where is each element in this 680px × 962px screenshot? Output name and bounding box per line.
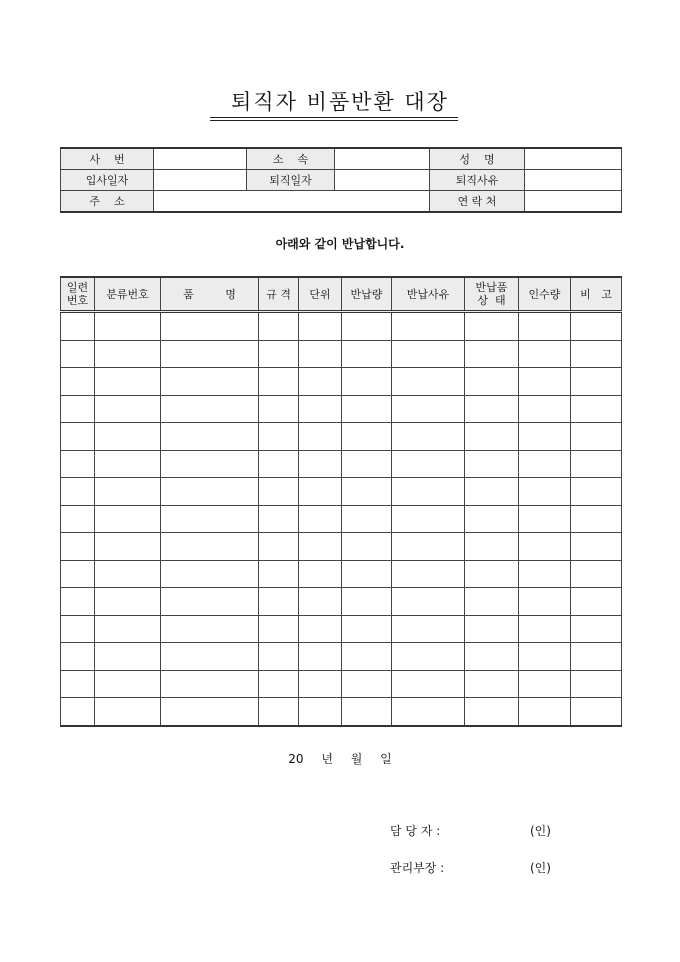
table-cell[interactable]	[465, 478, 519, 506]
table-cell[interactable]	[519, 615, 571, 643]
table-cell[interactable]	[61, 395, 95, 423]
table-cell[interactable]	[299, 368, 342, 396]
department-field[interactable]	[335, 148, 430, 170]
table-cell[interactable]	[571, 340, 622, 368]
table-cell[interactable]	[299, 312, 342, 341]
table-cell[interactable]	[95, 368, 161, 396]
table-cell[interactable]	[259, 533, 299, 561]
table-cell[interactable]	[61, 340, 95, 368]
table-cell[interactable]	[299, 615, 342, 643]
table-cell[interactable]	[161, 423, 259, 451]
table-cell[interactable]	[571, 588, 622, 616]
table-cell[interactable]	[95, 588, 161, 616]
table-row	[61, 670, 622, 698]
table-cell[interactable]	[61, 505, 95, 533]
table-cell[interactable]	[342, 450, 392, 478]
table-cell[interactable]	[299, 670, 342, 698]
table-cell[interactable]	[519, 643, 571, 671]
table-cell[interactable]	[95, 505, 161, 533]
table-cell[interactable]	[392, 395, 465, 423]
table-cell[interactable]	[465, 368, 519, 396]
table-cell[interactable]	[519, 395, 571, 423]
table-cell[interactable]	[342, 533, 392, 561]
table-cell[interactable]	[465, 615, 519, 643]
table-cell[interactable]	[465, 505, 519, 533]
table-cell[interactable]	[519, 478, 571, 506]
table-cell[interactable]	[259, 698, 299, 726]
table-cell[interactable]	[95, 450, 161, 478]
table-cell[interactable]	[61, 670, 95, 698]
table-cell[interactable]	[259, 588, 299, 616]
table-cell[interactable]	[95, 312, 161, 341]
col-spec: 규 격	[259, 277, 299, 312]
table-cell[interactable]	[61, 450, 95, 478]
table-row	[61, 340, 622, 368]
table-cell[interactable]	[465, 423, 519, 451]
table-cell[interactable]	[519, 560, 571, 588]
table-row	[61, 615, 622, 643]
table-cell[interactable]	[392, 505, 465, 533]
table-row	[61, 478, 622, 506]
seal-mark: (인)	[530, 861, 551, 875]
table-cell[interactable]	[259, 395, 299, 423]
table-cell[interactable]	[61, 478, 95, 506]
table-cell[interactable]	[299, 560, 342, 588]
table-cell[interactable]	[259, 643, 299, 671]
table-cell[interactable]	[95, 395, 161, 423]
table-cell[interactable]	[571, 698, 622, 726]
seal-mark: (인)	[530, 824, 551, 838]
table-row	[61, 505, 622, 533]
table-cell[interactable]	[259, 560, 299, 588]
title-underline	[210, 117, 458, 118]
table-cell[interactable]	[342, 643, 392, 671]
employee-number-field[interactable]	[154, 148, 247, 170]
table-cell[interactable]	[342, 670, 392, 698]
table-cell[interactable]	[519, 368, 571, 396]
table-cell[interactable]	[342, 312, 392, 341]
title-underline-2	[210, 120, 458, 121]
table-cell[interactable]	[392, 312, 465, 341]
table-row	[61, 312, 622, 341]
table-cell[interactable]	[519, 505, 571, 533]
table-cell[interactable]	[299, 450, 342, 478]
table-cell[interactable]	[95, 533, 161, 561]
table-cell[interactable]	[392, 670, 465, 698]
table-cell[interactable]	[571, 533, 622, 561]
return-items-table	[60, 276, 622, 727]
contact-field[interactable]	[525, 191, 622, 213]
table-cell[interactable]	[259, 670, 299, 698]
table-cell[interactable]	[161, 368, 259, 396]
table-cell[interactable]	[61, 423, 95, 451]
info-row	[61, 170, 622, 191]
contact-label: 연 락 처	[430, 191, 525, 213]
col-received-qty: 인수량	[519, 277, 571, 312]
table-cell[interactable]	[571, 560, 622, 588]
table-cell[interactable]	[259, 312, 299, 341]
table-cell[interactable]	[465, 670, 519, 698]
name-label: 성 명	[430, 148, 525, 170]
table-cell[interactable]	[571, 395, 622, 423]
table-row	[61, 368, 622, 396]
table-cell[interactable]	[299, 588, 342, 616]
table-row	[61, 450, 622, 478]
table-cell[interactable]	[571, 643, 622, 671]
table-cell[interactable]	[299, 478, 342, 506]
employee-info-table	[60, 147, 622, 213]
table-cell[interactable]	[161, 643, 259, 671]
table-cell[interactable]	[571, 312, 622, 341]
table-cell[interactable]	[465, 533, 519, 561]
table-cell[interactable]	[465, 643, 519, 671]
table-cell[interactable]	[519, 588, 571, 616]
table-cell[interactable]	[299, 340, 342, 368]
table-row	[61, 395, 622, 423]
table-cell[interactable]	[161, 505, 259, 533]
table-cell[interactable]	[95, 698, 161, 726]
retirement-date-field[interactable]	[335, 170, 430, 191]
table-cell[interactable]	[342, 560, 392, 588]
table-cell[interactable]	[61, 698, 95, 726]
table-cell[interactable]	[392, 368, 465, 396]
col-return-reason: 반납사유	[392, 277, 465, 312]
table-cell[interactable]	[571, 423, 622, 451]
table-cell[interactable]	[299, 533, 342, 561]
table-cell[interactable]	[392, 478, 465, 506]
table-cell[interactable]	[571, 670, 622, 698]
table-cell[interactable]	[161, 533, 259, 561]
table-row	[61, 698, 622, 726]
table-cell[interactable]	[61, 615, 95, 643]
table-row	[61, 423, 622, 451]
table-cell[interactable]	[519, 698, 571, 726]
table-cell[interactable]	[299, 395, 342, 423]
table-cell[interactable]	[392, 588, 465, 616]
table-cell[interactable]	[259, 368, 299, 396]
table-cell[interactable]	[259, 423, 299, 451]
table-cell[interactable]	[342, 615, 392, 643]
hire-date-label: 입사일자	[61, 170, 154, 191]
table-cell[interactable]	[95, 615, 161, 643]
table-cell[interactable]	[161, 588, 259, 616]
table-cell[interactable]	[342, 588, 392, 616]
table-cell[interactable]	[61, 643, 95, 671]
table-cell[interactable]	[95, 560, 161, 588]
table-cell[interactable]	[61, 312, 95, 341]
col-remarks: 비 고	[571, 277, 622, 312]
table-cell[interactable]	[392, 450, 465, 478]
table-row	[61, 560, 622, 588]
table-cell[interactable]	[392, 643, 465, 671]
table-cell[interactable]	[519, 312, 571, 341]
department-label: 소 속	[247, 148, 335, 170]
table-cell[interactable]	[61, 560, 95, 588]
table-cell[interactable]	[259, 340, 299, 368]
table-cell[interactable]	[161, 312, 259, 341]
table-cell[interactable]	[519, 340, 571, 368]
table-cell[interactable]	[465, 312, 519, 341]
table-cell[interactable]	[571, 368, 622, 396]
table-cell[interactable]	[465, 588, 519, 616]
notice-text: 아래와 같이 반납합니다.	[275, 237, 405, 251]
table-cell[interactable]	[465, 395, 519, 423]
hire-date-field[interactable]	[154, 170, 247, 191]
table-cell[interactable]	[465, 340, 519, 368]
table-cell[interactable]	[161, 395, 259, 423]
table-cell[interactable]	[95, 423, 161, 451]
table-cell[interactable]	[161, 450, 259, 478]
address-field[interactable]	[154, 191, 430, 213]
address-label: 주 소	[61, 191, 154, 213]
table-row	[61, 588, 622, 616]
table-cell[interactable]	[299, 423, 342, 451]
signature-department-head	[390, 859, 551, 876]
table-cell[interactable]	[519, 450, 571, 478]
table-cell[interactable]	[571, 450, 622, 478]
table-cell[interactable]	[161, 615, 259, 643]
table-cell[interactable]	[342, 505, 392, 533]
table-cell[interactable]	[342, 478, 392, 506]
table-cell[interactable]	[342, 340, 392, 368]
col-item-name: 품 명	[161, 277, 259, 312]
col-return-qty: 반납량	[342, 277, 392, 312]
table-cell[interactable]	[342, 368, 392, 396]
table-cell[interactable]	[95, 670, 161, 698]
name-field[interactable]	[525, 148, 622, 170]
table-cell[interactable]	[161, 560, 259, 588]
table-row	[61, 533, 622, 561]
signature-head-label: 관리부장 :	[390, 861, 445, 875]
table-cell[interactable]	[259, 505, 299, 533]
table-cell[interactable]	[161, 478, 259, 506]
table-cell[interactable]	[342, 698, 392, 726]
table-cell[interactable]	[465, 698, 519, 726]
table-cell[interactable]	[161, 698, 259, 726]
signature-manager-label: 담 당 자 :	[390, 824, 441, 838]
date-line: 20 년 월 일	[288, 752, 392, 766]
table-cell[interactable]	[299, 643, 342, 671]
document-title: 퇴직자 비품반환 대장	[231, 90, 449, 114]
table-cell[interactable]	[465, 560, 519, 588]
table-cell[interactable]	[392, 615, 465, 643]
table-cell[interactable]	[259, 478, 299, 506]
retirement-reason-label: 퇴직사유	[430, 170, 525, 191]
table-cell[interactable]	[571, 478, 622, 506]
table-cell[interactable]	[392, 560, 465, 588]
col-serial-number: 일련 번호	[61, 277, 95, 312]
table-cell[interactable]	[95, 643, 161, 671]
table-cell[interactable]	[299, 698, 342, 726]
table-cell[interactable]	[392, 340, 465, 368]
table-cell[interactable]	[392, 423, 465, 451]
table-cell[interactable]	[61, 588, 95, 616]
table-cell[interactable]	[465, 450, 519, 478]
table-cell[interactable]	[299, 505, 342, 533]
table-cell[interactable]	[519, 533, 571, 561]
table-cell[interactable]	[95, 340, 161, 368]
table-cell[interactable]	[259, 450, 299, 478]
table-cell[interactable]	[392, 533, 465, 561]
table-cell[interactable]	[342, 395, 392, 423]
items-header-row	[61, 277, 622, 312]
info-row	[61, 148, 622, 170]
table-cell[interactable]	[519, 670, 571, 698]
retirement-reason-field[interactable]	[525, 170, 622, 191]
table-cell[interactable]	[571, 505, 622, 533]
employee-number-label: 사 번	[61, 148, 154, 170]
table-cell[interactable]	[95, 478, 161, 506]
table-row	[61, 643, 622, 671]
table-cell[interactable]	[571, 615, 622, 643]
table-cell[interactable]	[259, 615, 299, 643]
table-cell[interactable]	[519, 423, 571, 451]
signature-manager	[390, 822, 551, 839]
col-unit: 단위	[299, 277, 342, 312]
info-row	[61, 191, 622, 213]
table-cell[interactable]	[161, 340, 259, 368]
table-cell[interactable]	[342, 423, 392, 451]
retirement-date-label: 퇴직일자	[247, 170, 335, 191]
table-cell[interactable]	[61, 533, 95, 561]
col-item-condition: 반납품 상 태	[465, 277, 519, 312]
table-cell[interactable]	[161, 670, 259, 698]
col-classification-number: 분류번호	[95, 277, 161, 312]
table-cell[interactable]	[61, 368, 95, 396]
table-cell[interactable]	[392, 698, 465, 726]
